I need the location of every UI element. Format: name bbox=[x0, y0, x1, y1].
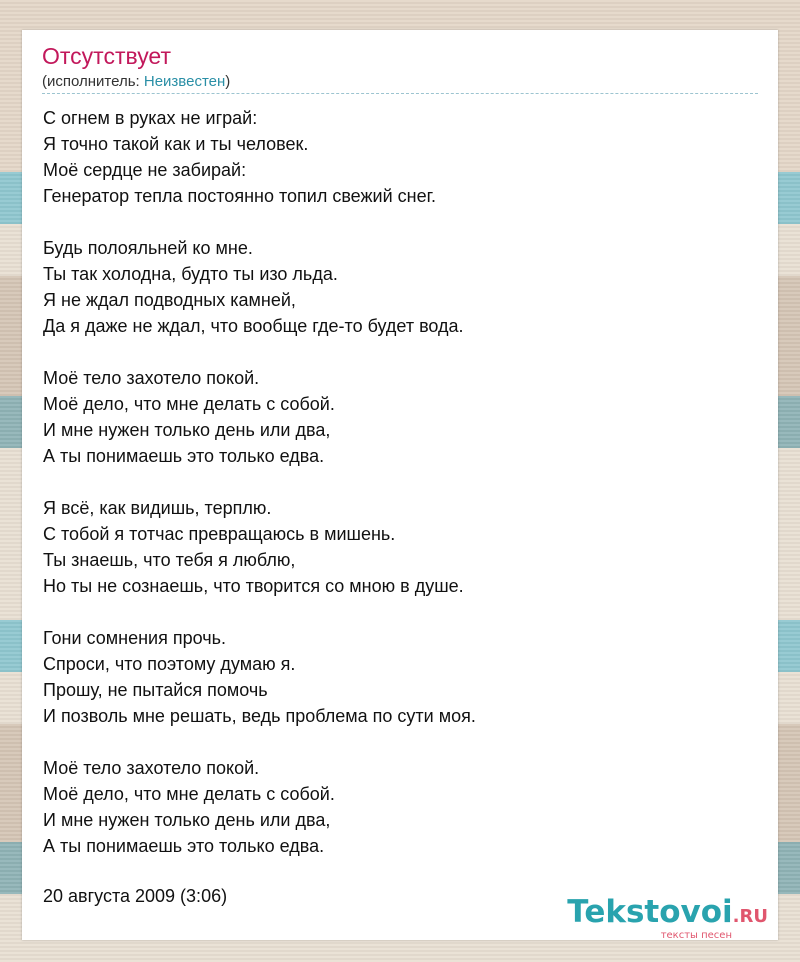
lyric-line: Да я даже не ждал, что вообще где-то будет вода. bbox=[43, 316, 464, 336]
logo-subtitle: тексты песен bbox=[660, 930, 732, 941]
lyric-line: И мне нужен только день или два, bbox=[43, 810, 331, 830]
lyrics-card bbox=[22, 30, 778, 940]
lyric-line: С огнем в руках не играй: bbox=[43, 108, 258, 128]
stanza-break bbox=[43, 729, 763, 755]
lyric-line: Моё дело, что мне делать с собой. bbox=[43, 394, 335, 414]
lyric-line: Ты так холодна, будто ты изо льда. bbox=[43, 264, 338, 284]
lyric-line: Моё тело захотело покой. bbox=[43, 758, 260, 778]
artist-prefix: (исполнитель: bbox=[42, 73, 144, 90]
lyric-line: Генератор тепла постоянно топил свежий снег. bbox=[43, 186, 436, 206]
lyric-line: А ты понимаешь это только едва. bbox=[43, 836, 325, 856]
lyric-line: Моё сердце не забирай: bbox=[43, 160, 247, 180]
lyrics-text bbox=[43, 105, 763, 859]
stanza-break bbox=[43, 339, 763, 365]
lyric-line: И позволь мне решать, ведь проблема по сути моя. bbox=[43, 706, 476, 726]
lyric-line: Моё дело, что мне делать с собой. bbox=[43, 784, 335, 804]
lyric-line: Я не ждал подводных камней, bbox=[43, 290, 296, 310]
lyric-line: И мне нужен только день или два, bbox=[43, 420, 331, 440]
logo-main-text: Tekstovoi bbox=[567, 894, 733, 930]
post-date: 20 августа 2009 (3:06) bbox=[43, 886, 228, 906]
site-logo[interactable] bbox=[567, 895, 768, 941]
lyric-line: С тобой я тотчас превращаюсь в мишень. bbox=[43, 524, 396, 544]
lyric-line: Прошу, не пытайся помочь bbox=[43, 680, 268, 700]
stanza-break bbox=[43, 469, 763, 495]
lyric-line: Но ты не сознаешь, что творится со мною в душе. bbox=[43, 576, 464, 596]
stanza-break bbox=[43, 209, 763, 235]
lyric-line: Будь полояльней ко мне. bbox=[43, 238, 253, 258]
lyric-line: Я всё, как видишь, терплю. bbox=[43, 498, 272, 518]
artist-suffix: ) bbox=[225, 73, 231, 90]
lyric-line: А ты понимаешь это только едва. bbox=[43, 446, 325, 466]
artist-line bbox=[42, 72, 758, 94]
lyric-line: Моё тело захотело покой. bbox=[43, 368, 260, 388]
lyric-line: Я точно такой как и ты человек. bbox=[43, 134, 309, 154]
lyric-line: Гони сомнения прочь. bbox=[43, 628, 226, 648]
artist-link[interactable]: Неизвестен bbox=[143, 73, 226, 90]
song-title: Отсутствует bbox=[42, 43, 171, 69]
lyric-line: Спроси, что поэтому думаю я. bbox=[43, 654, 296, 674]
lyric-line: Ты знаешь, что тебя я люблю, bbox=[43, 550, 296, 570]
stanza-break bbox=[43, 599, 763, 625]
logo-wordmark bbox=[567, 895, 768, 934]
logo-tld: .RU bbox=[732, 906, 768, 927]
